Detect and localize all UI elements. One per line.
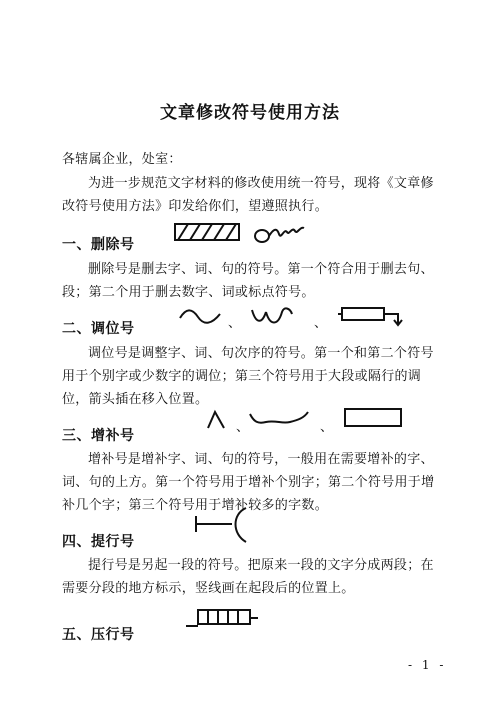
page-title: 文章修改符号使用方法 bbox=[160, 103, 340, 123]
symbol-separator: 、 bbox=[228, 316, 242, 331]
delete-box-hatched-icon bbox=[172, 220, 244, 244]
section-body-transpose: 调位号是调整字、词、句次序的符号。第一个和第二个符号用于个别字或少数字的调位；第三个符号用于大段或隔行的调位，箭头插在移入位置。 bbox=[62, 346, 434, 407]
symbol-separator: 、 bbox=[314, 316, 328, 331]
delete-loop-icon bbox=[252, 222, 310, 246]
symbol-separator: 、 bbox=[320, 420, 334, 435]
section-body-newline: 提行号是另起一段的符号。把原来一段的文字分成两段；在需要分段的地方标示，竖线画在起段后的位置上。 bbox=[62, 558, 434, 596]
greeting: 各辖属企业，处室： bbox=[62, 152, 182, 167]
section-heading-newline: 四、提行号 bbox=[62, 534, 135, 550]
insert-bracket-curve-icon bbox=[248, 410, 310, 430]
intro-paragraph: 为进一步规范文字材料的修改使用统一符号，现将《文章修改符号使用方法》印发给你们，望遵照执行。 bbox=[62, 176, 434, 214]
section-heading-insert: 三、增补号 bbox=[62, 428, 135, 444]
section-heading-transpose: 二、调位号 bbox=[62, 321, 135, 337]
newline-arrow-icon bbox=[192, 506, 248, 544]
transpose-curve-icon bbox=[250, 304, 296, 330]
section-body-delete: 删除号是删去字、词、句的符号。第一个符合用于删去句、段；第二个用于删去数字、词或标点符号。 bbox=[62, 262, 434, 300]
transpose-wave-icon bbox=[178, 306, 222, 328]
section-body-insert: 增补号是增补字、词、句的符号，一般用在需要增补的字、词、句的上方。第一个符号用于增补个别字；第二个符号用于增补几个字；第三个符号用于增补较多的字数。 bbox=[62, 452, 435, 513]
merge-line-boxes-icon bbox=[184, 606, 260, 634]
page-number: - 1 - bbox=[408, 658, 447, 672]
transpose-box-arrow-icon bbox=[336, 304, 408, 328]
symbol-separator: 、 bbox=[236, 420, 250, 435]
section-heading-merge-line: 五、压行号 bbox=[62, 627, 135, 643]
insert-caret-icon bbox=[204, 408, 228, 432]
section-heading-delete: 一、删除号 bbox=[62, 237, 135, 253]
insert-box-icon bbox=[342, 406, 406, 430]
